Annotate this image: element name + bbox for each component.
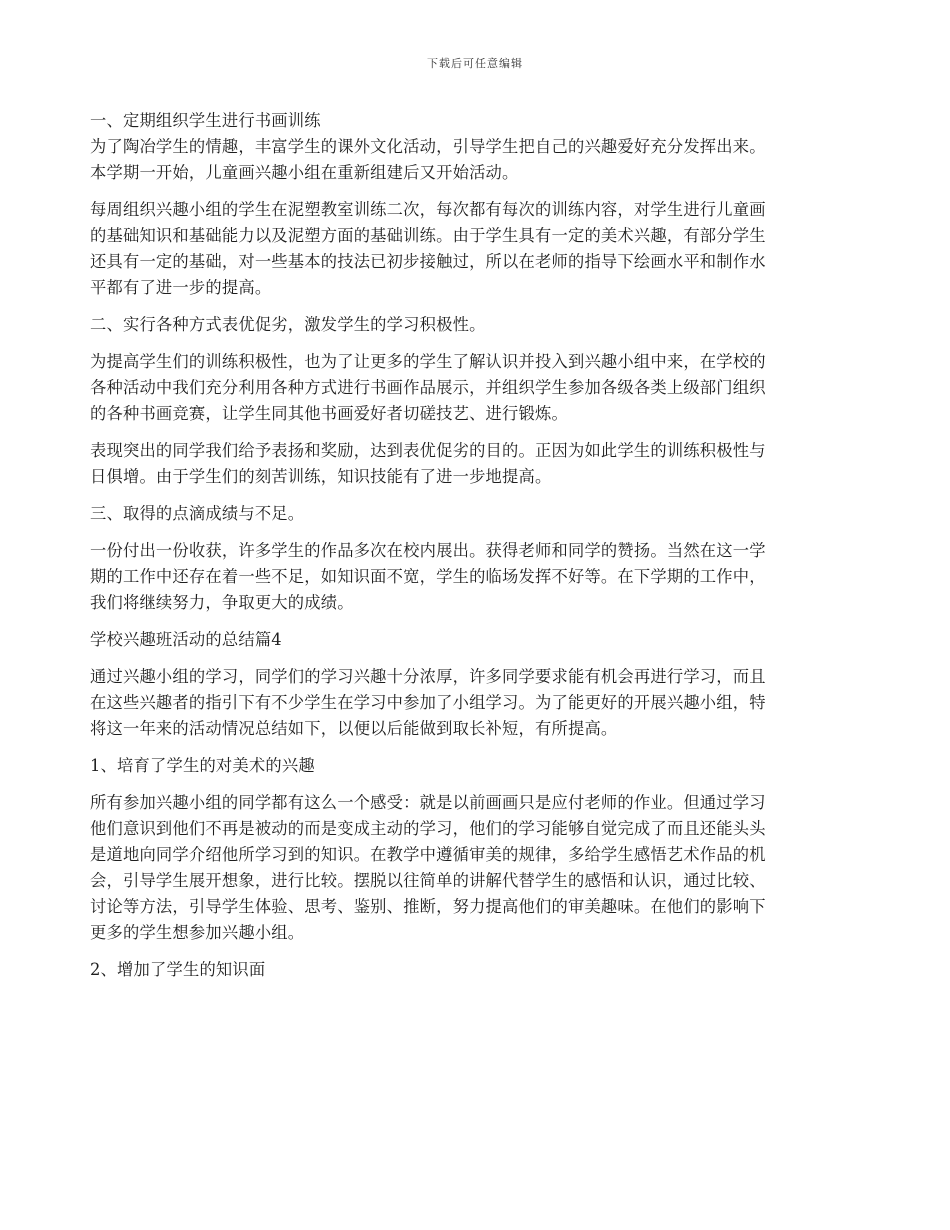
text-line: 更多的学生想参加兴趣小组。 [90,923,305,942]
heading-section-two [90,312,865,338]
text-line: 还具有一定的基础，对一些基本的技法已初步接触过，所以在老师的指导下绘画水平和制作水 [90,252,766,271]
text-line: 学校兴趣班活动的总结篇4 [90,630,282,649]
heading-section-one: 一、定期组织学生进行书画训练 [90,111,321,130]
text-line: 的各种书画竞赛，让学生同其他书画爱好者切磋技艺、进行锻炼。 [90,404,568,423]
text-line: 三、取得的点滴成绩与不足。 [90,504,305,523]
paragraph [90,538,865,616]
page-header: 下载后可任意编辑 [427,57,523,70]
text-line: 一份付出一份收获，许多学生的作品多次在校内展出。获得老师和同学的赞扬。当然在这一学 [90,541,766,560]
text-line: 通过兴趣小组的学习，同学们的学习兴趣十分浓厚，许多同学要求能有机会再进行学习，而且 [90,667,766,686]
document-body [90,108,865,983]
text-line: 每周组织兴趣小组的学生在泥塑教室训练二次，每次都有每次的训练内容，对学生进行儿童画 [90,200,766,219]
text-line: 表现突出的同学我们给予表扬和奖励，达到表优促劣的目的。正因为如此学生的训练积极性与 [90,441,766,460]
text-line: 讨论等方法，引导学生体验、思考、鉴别、推断，努力提高他们的审美趣味。在他们的影响下 [90,897,766,916]
heading-section-three [90,501,865,527]
text-line: 是道地向同学介绍他所学习到的知识。在教学中遵循审美的规律，多给学生感悟艺术作品的机 [90,845,766,864]
article-title [90,627,865,653]
text-line: 二、实行各种方式表优促劣，激发学生的学习积极性。 [90,315,486,334]
text-line: 会，引导学生展开想象，进行比较。摆脱以往简单的讲解代替学生的感悟和认识，通过比较、 [90,871,766,890]
paragraph [90,438,865,490]
text-line: 日俱增。由于学生们的刻苦训练，知识技能有了进一步地提高。 [90,467,552,486]
text-line: 我们将继续努力，争取更大的成绩。 [90,593,354,612]
text-line: 的基础知识和基础能力以及泥塑方面的基础训练。由于学生具有一定的美术兴趣，有部分学生 [90,226,766,245]
text-line: 为提高学生们的训练积极性，也为了让更多的学生了解认识并投入到兴趣小组中来，在学校的 [90,352,766,371]
text-line: 他们意识到他们不再是被动的而是变成主动的学习，他们的学习能够自觉完成了而且还能头头 [90,819,766,838]
paragraph-section-one [90,108,865,186]
text-line: 为了陶冶学生的情趣，丰富学生的课外文化活动，引导学生把自己的兴趣爱好充分发挥出来。 [90,137,766,156]
text-line: 2、增加了学生的知识面 [90,960,266,979]
text-line: 在这些兴趣者的指引下有不少学生在学习中参加了小组学习。为了能更好的开展兴趣小组，特 [90,693,766,712]
paragraph [90,197,865,301]
paragraph [90,790,865,946]
text-line: 所有参加兴趣小组的同学都有这么一个感受：就是以前画画只是应付老师的作业。但通过学习 [90,793,766,812]
heading-item-one [90,753,865,779]
text-line: 将这一年来的活动情况总结如下，以便以后能做到取长补短，有所提高。 [90,719,618,738]
text-line: 期的工作中还存在着一些不足，如知识面不宽，学生的临场发挥不好等。在下学期的工作中， [90,567,766,586]
text-line: 各种活动中我们充分利用各种方式进行书画作品展示，并组织学生参加各级各类上级部门组织 [90,378,766,397]
paragraph [90,664,865,742]
heading-item-two [90,957,865,983]
text-line: 平都有了进一步的提高。 [90,278,272,297]
text-line: 本学期一开始，儿童画兴趣小组在重新组建后又开始活动。 [90,163,519,182]
paragraph [90,349,865,427]
text-line: 1、培育了学生的对美术的兴趣 [90,756,315,775]
